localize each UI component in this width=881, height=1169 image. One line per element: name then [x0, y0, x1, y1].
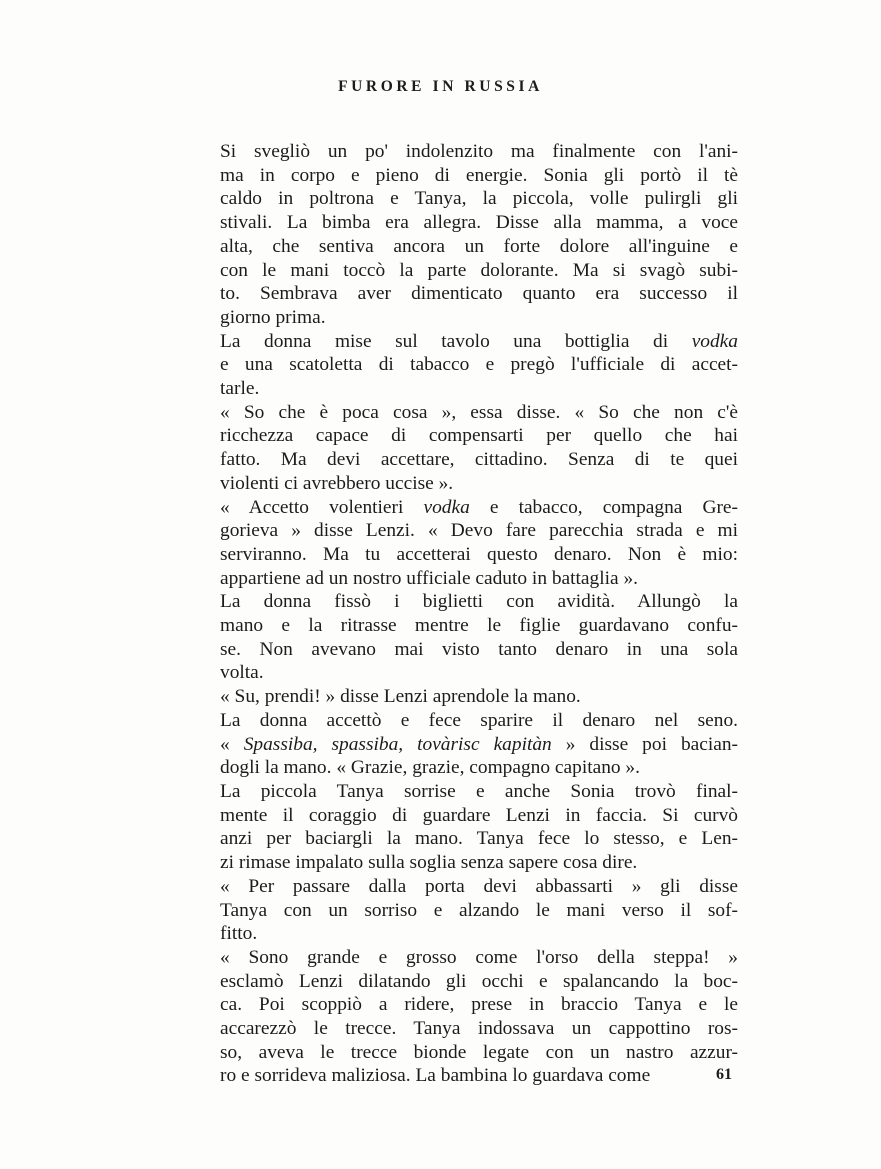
text-line: La donna accettò e fece sparire il denaro nel seno. [220, 709, 738, 731]
text-line: mano e la ritrasse mentre le figlie guardavano confu- [220, 615, 738, 637]
paragraph [190, 590, 738, 685]
text-line: « Accetto volentieri vodka e tabacco, compagna Gre- [220, 496, 738, 518]
text-line: « Su, prendi! » disse Lenzi aprendole la mano. [220, 686, 581, 708]
text-line: La donna fissò i biglietti con avidità. Allungò la [220, 591, 738, 613]
text-line: « Per passare dalla porta devi abbassarti » gli disse [220, 875, 738, 897]
paragraph [190, 875, 738, 946]
text-line: « So che è poca cosa », essa disse. « So che non c'è [220, 401, 738, 423]
text-line: se. Non avevano mai visto tanto denaro in una sola [220, 638, 738, 660]
running-head-title: FURORE IN RUSSIA [338, 78, 543, 95]
text-line: La piccola Tanya sorrise e anche Sonia trovò final- [220, 780, 738, 802]
text-line: violenti ci avrebbero uccise ». [220, 472, 454, 494]
text-line: dogli la mano. « Grazie, grazie, compagno capitano ». [220, 757, 640, 779]
text-line: gorieva » disse Lenzi. « Devo fare parecchia strada e mi [220, 520, 738, 542]
text-line: Tanya con un sorriso e alzando le mani verso il sof- [220, 899, 738, 921]
text-line: anzi per baciargli la mano. Tanya fece lo stesso, e Len- [220, 828, 738, 850]
text-line: ma in corpo e pieno di energie. Sonia gli portò il tè [220, 164, 738, 186]
text-line: ricchezza capace di compensarti per quello che hai [220, 425, 738, 447]
text-line: giorno prima. [220, 306, 326, 328]
text-line: volta. [220, 662, 264, 684]
paragraph [190, 330, 738, 401]
body-text [190, 140, 738, 1088]
text-line: fitto. [220, 923, 258, 945]
text-line: accarezzò le trecce. Tanya indossava un cappottino ros- [220, 1018, 738, 1040]
text-line: tarle. [220, 378, 260, 400]
text-line: con le mani toccò la parte dolorante. Ma si svagò subi- [220, 259, 738, 281]
text-line: « Sono grande e grosso come l'orso della steppa! » [220, 946, 738, 968]
paragraph [190, 140, 738, 330]
paragraph [190, 780, 738, 875]
text-line: appartiene ad un nostro ufficiale caduto in battaglia ». [220, 567, 639, 589]
paragraph [190, 401, 738, 496]
text-line: serviranno. Ma tu accetterai questo denaro. Non è mio: [220, 543, 738, 565]
page-number: 61 [716, 1066, 732, 1083]
text-line: La donna mise sul tavolo una bottiglia di vodka [220, 330, 738, 352]
text-line: esclamò Lenzi dilatando gli occhi e spalancando la boc- [220, 970, 738, 992]
paragraph [190, 496, 738, 591]
text-line: ro e sorrideva maliziosa. La bambina lo guardava come [220, 1065, 651, 1087]
text-line: alta, che sentiva ancora un forte dolore all'inguine e [220, 235, 738, 257]
text-line: e una scatoletta di tabacco e pregò l'ufficiale di accet- [220, 354, 738, 376]
paragraph [190, 685, 738, 709]
text-line: zi rimase impalato sulla soglia senza sapere cosa dire. [220, 852, 638, 874]
paragraph [190, 709, 738, 780]
text-line: caldo in poltrona e Tanya, la piccola, volle pulirgli gli [220, 188, 738, 210]
text-line: « Spassiba, spassiba, tovàrisc kapitàn » disse poi bacian- [220, 733, 739, 755]
text-line: to. Sembrava aver dimenticato quanto era successo il [220, 283, 738, 305]
text-line: ca. Poi scoppiò a ridere, prese in braccio Tanya e le [220, 994, 738, 1016]
paragraph [190, 946, 738, 1088]
text-line: mente il coraggio di guardare Lenzi in faccia. Si curvò [220, 804, 738, 826]
text-line: Si svegliò un po' indolenzito ma finalmente con l'ani- [220, 141, 738, 162]
text-line: stivali. La bimba era allegra. Disse alla mamma, a voce [220, 212, 738, 234]
text-line: fatto. Ma devi accettare, cittadino. Senza di te quei [220, 449, 738, 471]
text-line: so, aveva le trecce bionde legate con un nastro azzur- [220, 1041, 738, 1063]
